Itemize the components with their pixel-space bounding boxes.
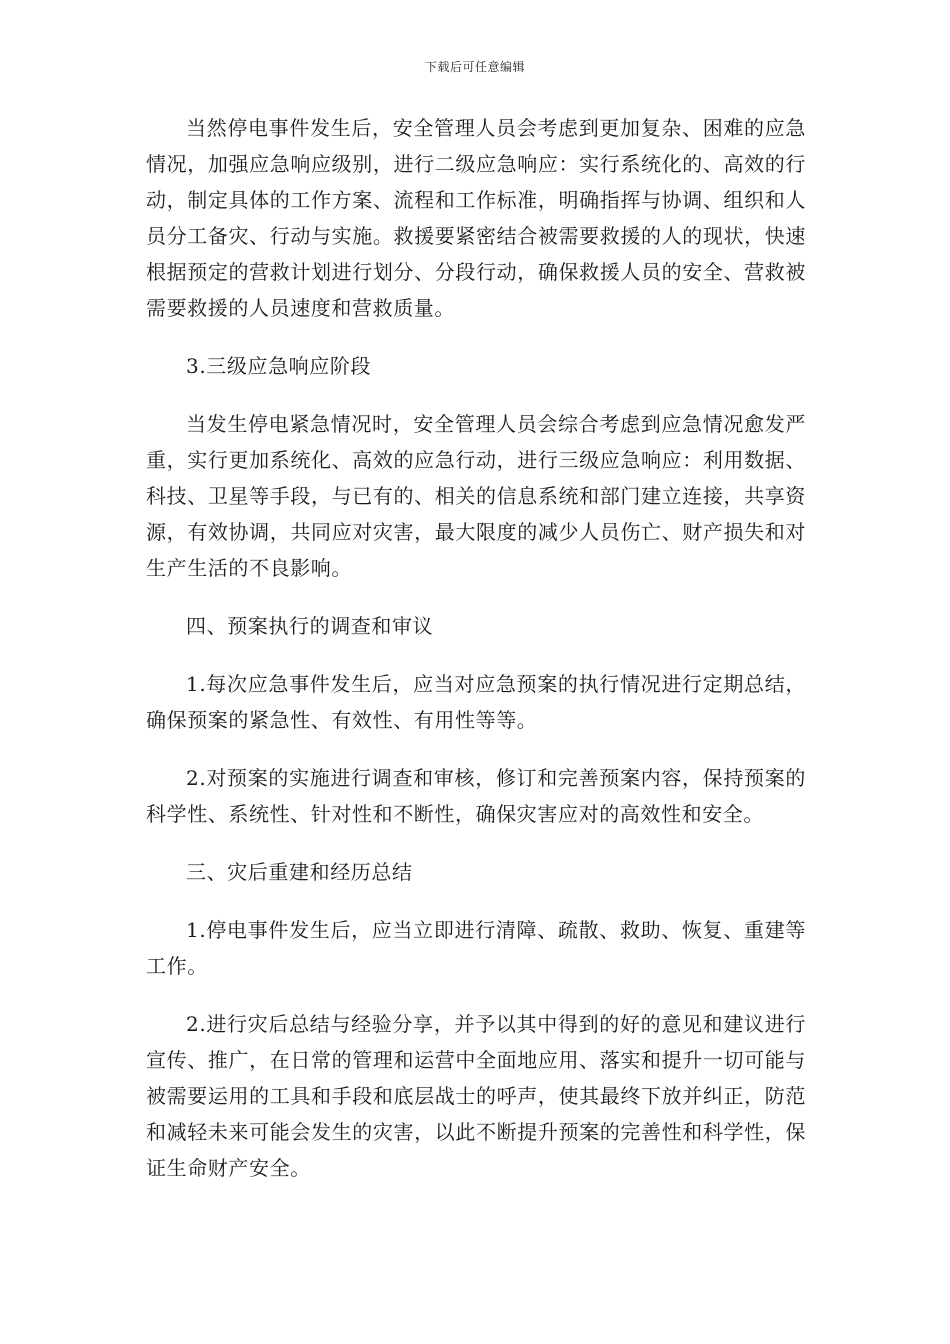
paragraph-reconstruction-item-1: 1.停电事件发生后，应当立即进行清障、疏散、救助、恢复、重建等工作。 <box>146 918 806 978</box>
paragraph-review-item-1: 1.每次应急事件发生后，应当对应急预案的执行情况进行定期总结，确保预案的紧急性、有效性、有用性等等。 <box>146 672 806 732</box>
document-body <box>146 110 806 1208</box>
paragraph-review-item-2: 2.对预案的实施进行调查和审核，修订和完善预案内容，保持预案的科学性、系统性、针对性和不断性，确保灾害应对的高效性和安全。 <box>146 766 806 826</box>
paragraph-reconstruction-item-2: 2.进行灾后总结与经验分享，并予以其中得到的好的意见和建议进行宣传、推广，在日常的管理和运营中全面地应用、落实和提升一切可能与被需要运用的工具和手段和底层战士的呼声，使其最终下放并纠正，防范和减轻未来可能会发生的灾害，以此不断提升预案的完善性和科学性，保证生命财产安全。 <box>146 1012 806 1180</box>
paragraph-level3-response: 当发生停电紧急情况时，安全管理人员会综合考虑到应急情况愈发严重，实行更加系统化、高效的应急行动，进行三级应急响应：利用数据、科技、卫星等手段，与已有的、相关的信息系统和部门建立连接，共享资源，有效协调，共同应对灾害，最大限度的减少人员伤亡、财产损失和对生产生活的不良影响。 <box>146 412 806 580</box>
section-heading-reconstruction: 三、灾后重建和经历总结 <box>186 860 413 884</box>
paragraph-level2-response: 当然停电事件发生后，安全管理人员会考虑到更加复杂、困难的应急情况，加强应急响应级别，进行二级应急响应：实行系统化的、高效的行动，制定具体的工作方案、流程和工作标准，明确指挥与协调、组织和人员分工备灾、行动与实施。救援要紧密结合被需要救援的人的现状，快速根据预定的营救计划进行划分、分段行动，确保救援人员的安全、营救被需要救援的人员速度和营救质量。 <box>146 116 806 320</box>
page-header-note: 下载后可任意编辑 <box>424 60 525 74</box>
section-heading-level3-response: 3.三级应急响应阶段 <box>186 354 372 378</box>
section-heading-plan-review: 四、预案执行的调查和审议 <box>186 614 434 638</box>
